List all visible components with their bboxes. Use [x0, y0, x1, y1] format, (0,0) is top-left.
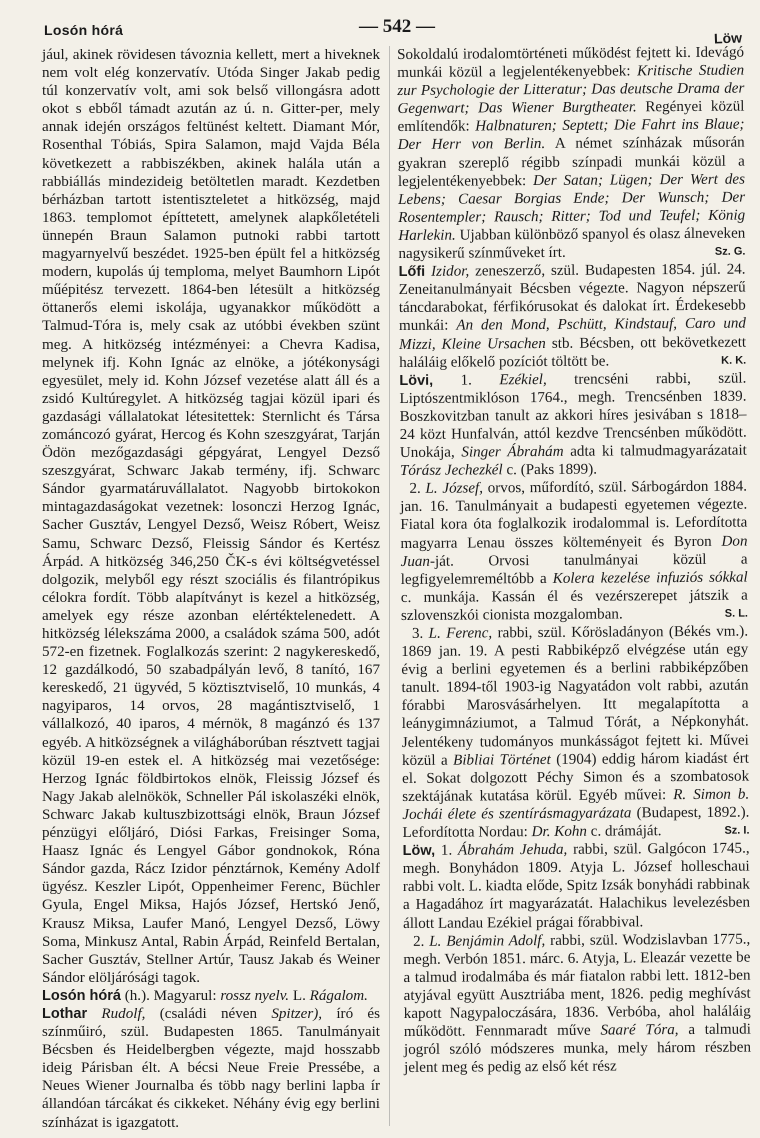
entry-works: Tórász Jechezkél — [399, 462, 503, 480]
entry-number: 1. — [460, 372, 472, 389]
author-signature: Sz. G. — [714, 245, 746, 258]
entry-works: Bibliai Történet — [453, 751, 551, 769]
entry-term: Lothar — [42, 1005, 88, 1022]
entry-text: (h.). Magyarul: — [124, 987, 217, 1004]
entry-crossref: Rágalom. — [309, 987, 368, 1004]
author-signature: S. L. — [724, 607, 749, 620]
author-signature: Sz. I. — [724, 824, 750, 837]
entry-works: Saaré Tóra, — [600, 1022, 679, 1039]
entry-text: c. (Paks 1899). — [506, 461, 598, 479]
entry-text: L. — [292, 987, 306, 1004]
entry-number: 2. — [412, 933, 425, 950]
entry-given-name: L. József, — [425, 480, 484, 498]
paragraph-losonc-community: jául, akinek rövidesen távoznia kellett, mert a hiveknek nem volt elég konzervatív. Utóda Singer Jakab pedig túl konzervatív volt, ami sok belső villongásra adott okot s ebből támadt azután az ú. n. Gitter-per, mely annak idején országos feltünést keltett. Diamant Mór, Rosenthal Tóbiás, Spira Salamon, majd Vajda Béla következett a rabbiszékben, akinek halála után a rabbiállás mindezideig betöltetlen maradt. Kezdetben bérházban tartott istentiszteletet a hitközség, majd 1863. templomot építtetett, amelynek alapkőletételi ünnepén Braun Salamon putnoki rabbi tartott magyarnyelvű beszédet. 1925-ben épült fel a hitközség modern, kupolás új temploma, melyet Baumhorn Lipót műépitész tervezett. 1864-ben létesült a hitközség öttanerős elemi iskolája, ugyanakkor működött a Talmud-Tóra is, mely csak az utóbbi években szünt meg. A hitközség intézményei: a Chevra Kadisa, melynek ifj. Kohn Ignác az elnöke, a jótékonysági egyesület, mely id. Kohn József vezetése alatt áll és a zsidó Kultúregylet. A hitközség tagjai közül ipari és gazdasági vállalatokat létesitettek: Sternlicht és Társa zománcozó gyárat, Hercog és Kohn szeszgyárat, Tarján Ödön mezőgazdasági gépgyárat, Lengyel Dezső szeszgyárat, Schwarc Jakab termény, ifj. Schwarc Sándor gyarmatáruvállalatot. Nagyobb birtokokon mintagazdaságokat vezetnek: losonczi Herzog Ignác, Sacher Gusztáv, Lengyel Dezső, Weisz Róbert, Weisz Samu, Schwarc Dezső, Fleissig Sándor és Kertész Árpád. A hitközség 346,250 ČK-s évi költségvetéssel dolgozik, melyből egy részt szociális és filantrópikus célokra fordít. Több alapítványt is kezel a hitközség, amelyek egy része azonban elértéktelenedett. A hitközség lélekszáma 2000, a családok száma 500, adót 572-en fizetnek. Foglalkozás szerint: 2 nagykereskedő, 12 gazdálkodó, 50 szabadpályán levő, 8 tanító, 167 kereskedő, 21 ügyvéd, 5 köztisztviselő, 10 munkás, 4 nagyiparos, 14 orvos, 28 magántisztviselő, 1 vállalkozó, 40 iparos, 4 mérnök, 8 magánzó és 137 egyéb. A hitközségnek a világháborúban résztvett tagjai közül 19-en estek el. A hitközség mai vezetősége: Herzog Ignác földbirtokos elnök, Fleissig József és Nagy Jakab alelnökök, Schneller Pál iskolaszéki elnök, Schwarc Jakab kultuszbizottsági elnök, Braun József pénzügyi előljáró, Diósi Farkas, Freisinger Soma, Haasz Ignác és Lengyel Gábor gondnokok, Róna Sándor gazda, Rácz Izidor pénztárnok, Kemény Adolf ügyész. Keszler Lipót, Oppenheimer Ferenc, Büchler Gyula, Engel Miksa, Hajós József, Hertskó Jenő, Krausz Miksa, Laufer Manó, Lengyel Dezső, Löwy Soma, Minkusz Antal, Rabin Árpád, Reinfeld Bertalan, Sacher Gusztáv, Stellner Artúr, Tausz Jakab és Weiner Sándor elöljárósági tagok. — [42, 47, 380, 986]
entry-text: c. drámáját. — [590, 823, 662, 840]
entry-text: (családi néven — [159, 1005, 258, 1022]
entry-text: Sokoldalú irodalomtörténeti működést fejtett ki. Idevágó munkái közül a legjelentékenyebbek: — [397, 44, 745, 82]
entry-text: c. munkája. Kassán él és vezérszerepet játszik a szlovenszkói cionista mozgalomban. — [400, 587, 748, 624]
entry-term: Lövi, — [399, 372, 434, 389]
page-number: — 542 — — [359, 16, 435, 37]
left-column — [42, 46, 380, 1132]
entry-works: Dr. Kohn — [531, 823, 588, 841]
entry-lovi-1 — [399, 369, 747, 480]
entry-text: orvos, műfordító, szül. Sárbogárdon 1884. jan. 16. Tanulmányait a budapesti egyetemen végezte. Fiatal kora óta foglalkozik irodalommal is. Lefordította magyarra Lenau összes költeményeit és Byron — [400, 478, 748, 552]
entry-text: rabbi, szül. Wodzislavban 1775., megh. Verbón 1851. márc. 6. Atyja, L. Eleazár vezette be a talmud irodalmába és már fiatalon rabbi lett. 1812-ben atyjával együtt Ausztriába ment, 1826. pedig meghívást kapott Nagypaloczására, 1836. Verbóba, ahol haláláig működött. Fennmaradt műve — [403, 931, 751, 1041]
entry-text: adta ki talmudmagyarázatait — [570, 442, 747, 460]
entry-italic: rossz nyelv. — [220, 987, 290, 1004]
author-signature: K. K. — [721, 354, 747, 367]
entry-low-2 — [403, 930, 751, 1077]
right-column — [397, 44, 751, 1078]
entry-text: Ujabban különböző spanyol és olasz álneveken nagysikerű színműveket írt. — [398, 225, 746, 263]
entry-works: An den Mond, Pschütt, Kindstauf, Caro und Mizzi, Kleine Ursachen — [399, 315, 747, 353]
entry-text: (1904) eddig három kiadást ért el. Sokat dolgozott Péchy Simon és a szombatosok szektájának kutatása körül. Egyéb művei: — [402, 750, 750, 805]
entry-text: zeneszerző, szül. Budapesten 1854. júl. 24. Zeneitanulmányait Bécsben végezte. Nagyon népszerű táncdarabokat, férfikórusokat és dalokat írt. Érdekesebb munkái: — [398, 261, 746, 335]
column-divider — [389, 46, 390, 1126]
entry-term: Losón hórá — [42, 987, 121, 1004]
entry-text: -ját. Orvosi tanulmányai közül a legfigyelemreméltóbb a — [400, 551, 748, 588]
entry-given-name: Ábrahám Jehuda, — [457, 841, 568, 859]
entry-lothar — [42, 1005, 380, 1132]
entry-text: rabbi, szül. Kőrösladányon (Békés vm.). 1869 jan. 19. A pesti Rabbiképző elvégzése után egy évig a berlini egyetemen és a berlini rabbiképzőben tanult. 1894-től 1903-ig Nagyatádon volt rabbi, azután fórabbi Marosvásárhelyen. Itt megalapította a leánygimnáziumot, a Talmud Tórát, a Népkonyhát. Jelentékeny tudományos munkásságot fejtett ki. Művei közül a — [401, 623, 749, 769]
entry-term: Lőfi — [398, 263, 426, 281]
entry-text: A német színházak műsorán gyakran szereplő régibb színpadi munkái közül a legjelentékenyebbek: — [397, 135, 745, 190]
entry-works: Halbnaturen; Septett; Die Fahrt ins Blaue; Der Herr von Berlin. — [397, 116, 745, 154]
entry-number: 2. — [409, 481, 421, 498]
entry-given-name: Rudolf, — [101, 1005, 146, 1022]
running-head-right: Löw — [713, 29, 743, 47]
entry-low-1 — [403, 840, 751, 933]
entry-text: író és színműiró, szül. Budapesten 1865. Tanulmányait Bécsben és Heidelbergben végezte, majd hosszabb ideig Párisban élt. A bécsi Neue Freie Pressébe, a Neues Wiener Journalba és több nagy berlini lapba ír állandóan tárcákat és cikkeket. Néhány évig egy berlini színházat is igazgatott. — [42, 1005, 380, 1131]
entry-alias: Spitzer), — [271, 1005, 323, 1022]
entry-lovi-2 — [400, 478, 748, 625]
entry-given-name: Ezékiel, — [499, 371, 547, 388]
entry-works: Der Satan; Lügen; Der Wert des Lebens; Caesar Borgias Ende; Der Wunsch; Der Rosentempler; Rausch; Ritter; Tod und Teufel; König Harlekin. — [398, 171, 746, 244]
entry-lofi — [399, 261, 747, 372]
entry-given-name: Izidor, — [430, 263, 470, 280]
entry-number: 3. — [411, 625, 424, 642]
entry-lovi-3 — [401, 623, 750, 843]
entry-given-name: L. Benjámin Adolf, — [429, 932, 546, 950]
entry-term: Löw, — [402, 842, 436, 860]
entry-given-name: L. Ferenc, — [428, 625, 493, 642]
entry-text: Regényei közül említendők: — [397, 98, 745, 136]
entry-works: Kolera kezelése infuziós sókkal — [552, 569, 748, 587]
running-head-left: Losón hórá — [44, 22, 124, 38]
entry-text: rabbi, szül. Galgócon 1745., megh. Bonyhádon 1809. Atyja L. József holleschaui rabbi volt. L. kiadta előde, Spitz Izsák bonyhádi rabbinak a Hagadához írt magyarázatát. Halachikus levelezésben állott Landau Ezékiel prágai főrabbival. — [402, 840, 751, 932]
entry-person: Singer Ábrahám — [461, 443, 564, 461]
entry-number: 1. — [440, 842, 453, 859]
entry-text: trencséni rabbi, szül. Liptószentmiklóson 1764., megh. Trencsénben 1839. Boszkovitzban tanult az akkori híres jesivában s 1818–24 közt Hunfalván, attól kezdve Trencsénben működött. Unokája, — [399, 370, 747, 462]
entry-text: stb. Bécsben, ott bekövetkezett haláláig előkelő pozíciót töltött be. — [399, 334, 747, 371]
entry-text: (Budapest, 1892.). Lefordította Nordau: — [402, 804, 750, 842]
entry-loson-hora — [42, 987, 380, 1005]
entry-works: R. Simon b. Jochái élete és szentírásmagyarázata — [402, 786, 750, 823]
entry-works: Don Juan — [400, 533, 748, 570]
entry-text: a talmudi jogról szóló módszeres munka, mely három részben jelent meg és pedig az első két rész — [403, 1021, 752, 1077]
entry-works: Kritische Studien zur Psychologie der Litteratur; Das deutsche Drama der Gegenwart; Das Wiener Burgtheater. — [397, 62, 745, 118]
page-header — [44, 6, 743, 47]
entry-lothar-continued — [397, 44, 746, 264]
